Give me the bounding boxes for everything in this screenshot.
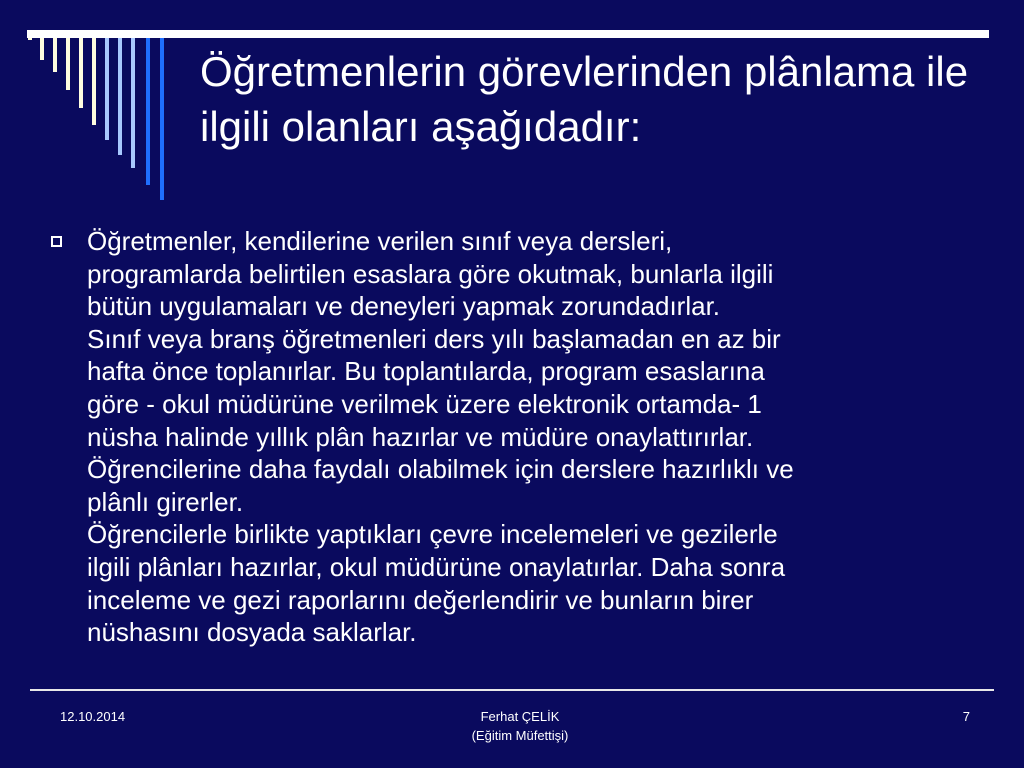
- decorative-stripe: [79, 38, 83, 108]
- top-rule-line: [27, 30, 989, 38]
- decorative-stripe: [160, 38, 164, 200]
- slide-title: Öğretmenlerin görevlerinden plânlama ile ilgili olanları aşağıdadır:: [200, 48, 969, 150]
- slide-body-text: Öğretmenler, kendilerine verilen sınıf veya dersleri, programlarda belirtilen esaslara göre okutmak, bunlarla ilgili bütün uygulamaları ve deneyleri yapmak zorundadırlar. Sınıf veya branş öğretmenleri ders yılı başlamadan en az bir hafta önce toplanırlar. Bu toplantılarda, program esaslarına göre - okul müdürüne verilmek üzere elektronik ortamda- 1 nüsha halinde yıllık plân hazırlar ve müdüre onaylattırırlar. Öğrencilerine daha faydalı olabilmek için derslere hazırlıklı ve plânlı girerler. Öğrencilerle birlikte yaptıkları çevre incelemeleri ve gezilerle ilgili plânları hazırlar, okul müdürüne onaylatırlar. Daha sonra inceleme ve gezi raporlarını değerlendirir ve bunların birer nüshasını dosyada saklarlar.: [87, 226, 794, 648]
- decorative-stripe: [146, 38, 150, 185]
- decorative-stripe: [118, 38, 122, 155]
- decorative-stripe: [53, 38, 57, 72]
- footer-author: [400, 707, 640, 745]
- decorative-stripe: [92, 38, 96, 125]
- hollow-square-bullet-icon: [51, 236, 62, 247]
- footer-rule-line: [30, 689, 994, 691]
- decorative-stripe: [40, 38, 44, 60]
- footer-date: 12.10.2014: [60, 709, 126, 724]
- decorative-stripe: [105, 38, 109, 140]
- decorative-stripe: [66, 38, 70, 90]
- decorative-stripe: [131, 38, 135, 168]
- decorative-stripe: [28, 38, 32, 40]
- footer-page-number: 7: [962, 709, 970, 724]
- footer-author-name: Ferhat ÇELİK: [480, 709, 560, 724]
- footer-author-title: (Eğitim Müfettişi): [471, 728, 569, 743]
